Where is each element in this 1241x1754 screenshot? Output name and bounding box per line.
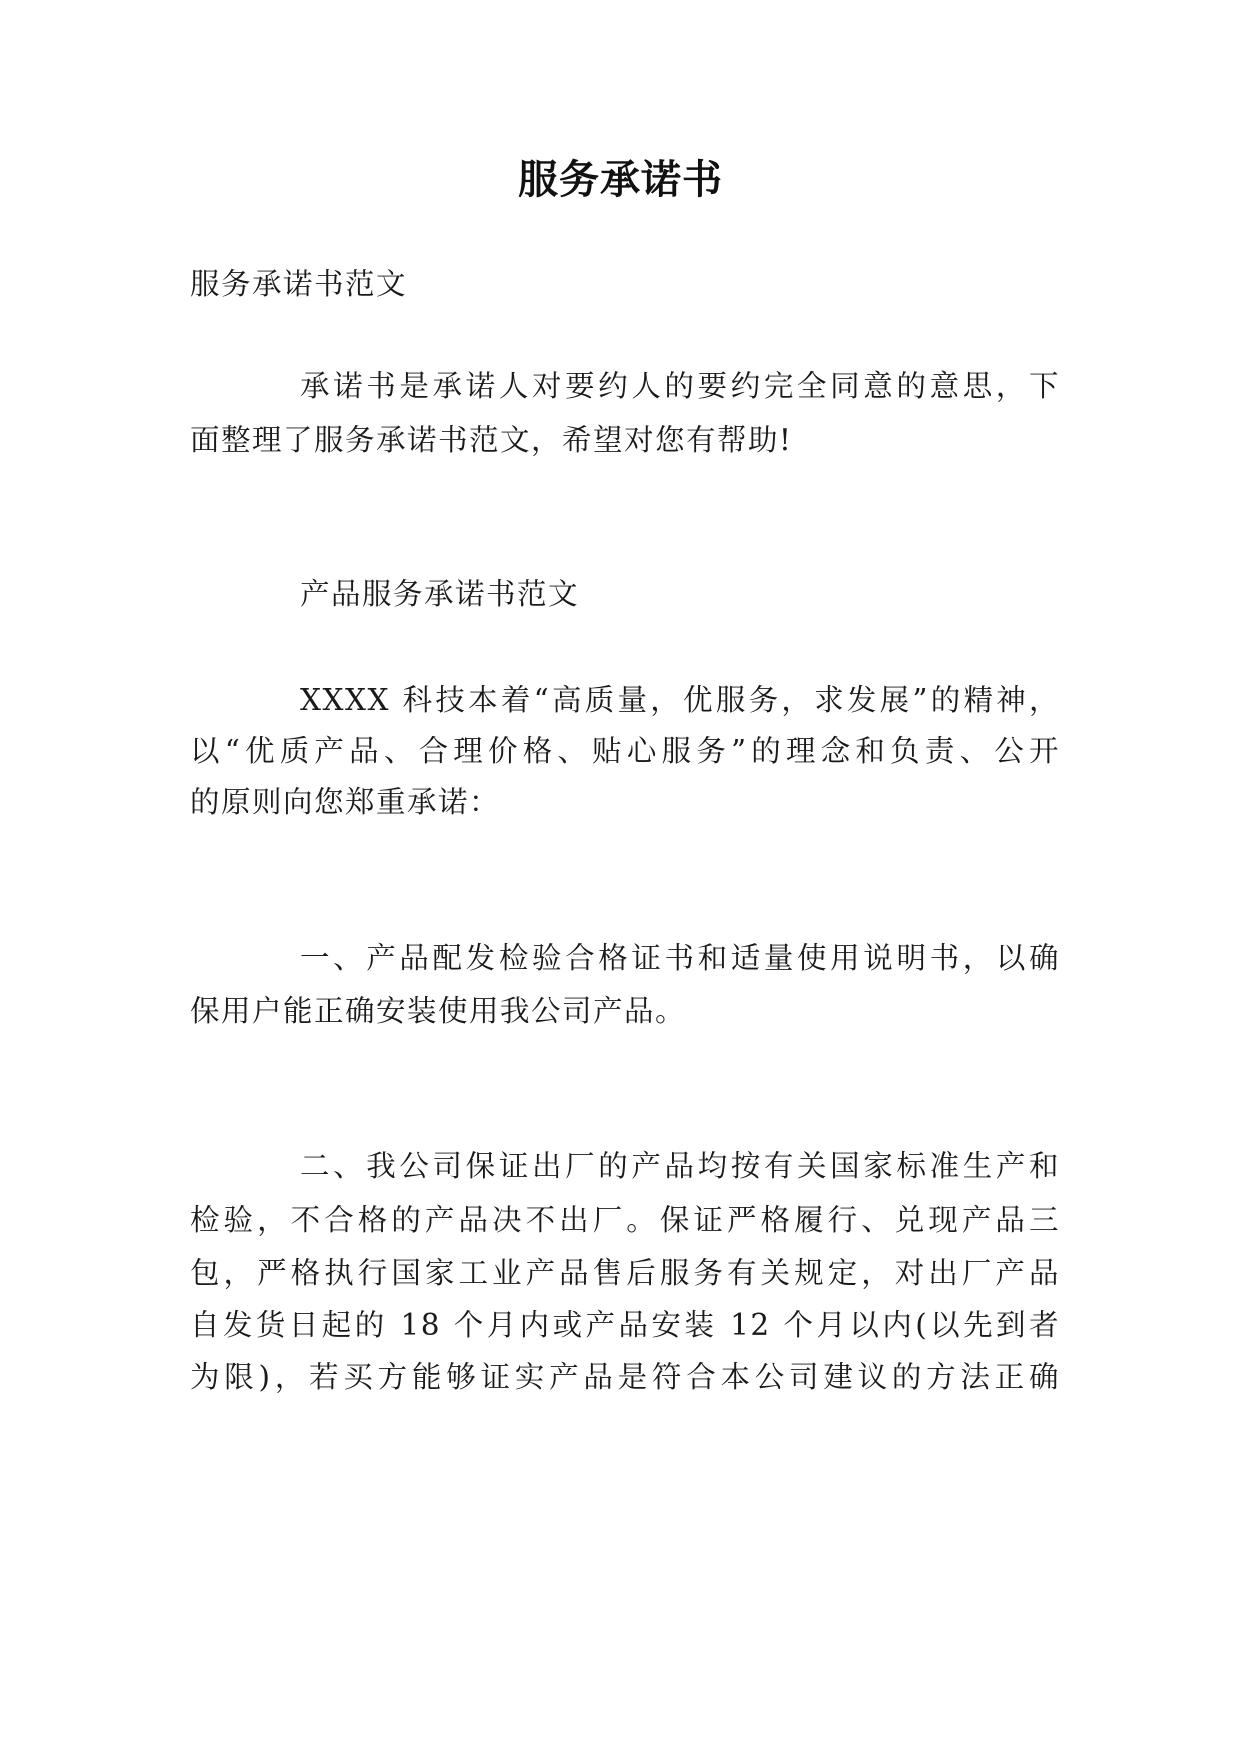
document-subtitle: 服务承诺书范文 [190, 267, 408, 301]
paragraph-line: 面整理了服务承诺书范文，希望对您有帮助! [190, 423, 793, 457]
paragraph-line: XXXX 科技本着“高质量，优服务，求发展”的精神， [300, 683, 1060, 717]
paragraph-line: 包，严格执行国家工业产品售后服务有关规定，对出厂产品 [190, 1256, 1060, 1290]
paragraph-line: 检验，不合格的产品决不出厂。保证严格履行、兑现产品三 [190, 1203, 1060, 1237]
paragraph-line: 保用户能正确安装使用我公司产品。 [190, 994, 687, 1028]
paragraph-line: 承诺书是承诺人对要约人的要约完全同意的意思，下 [300, 369, 1060, 403]
paragraph-line: 为限)，若买方能够证实产品是符合本公司建议的方法正确 [190, 1360, 1060, 1394]
paragraph-line: 二、我公司保证出厂的产品均按有关国家标准生产和 [300, 1149, 1060, 1183]
paragraph-line: 的原则向您郑重承诺： [190, 785, 501, 819]
paragraph-line: 自发货日起的 18 个月内或产品安装 12 个月以内(以先到者 [190, 1308, 1060, 1342]
paragraph-line: 以“优质产品、合理价格、贴心服务”的理念和负责、公开 [190, 734, 1060, 768]
document-title: 服务承诺书 [518, 156, 723, 203]
paragraph-line: 一、产品配发检验合格证书和适量使用说明书，以确 [300, 941, 1060, 975]
section-heading: 产品服务承诺书范文 [300, 577, 580, 611]
